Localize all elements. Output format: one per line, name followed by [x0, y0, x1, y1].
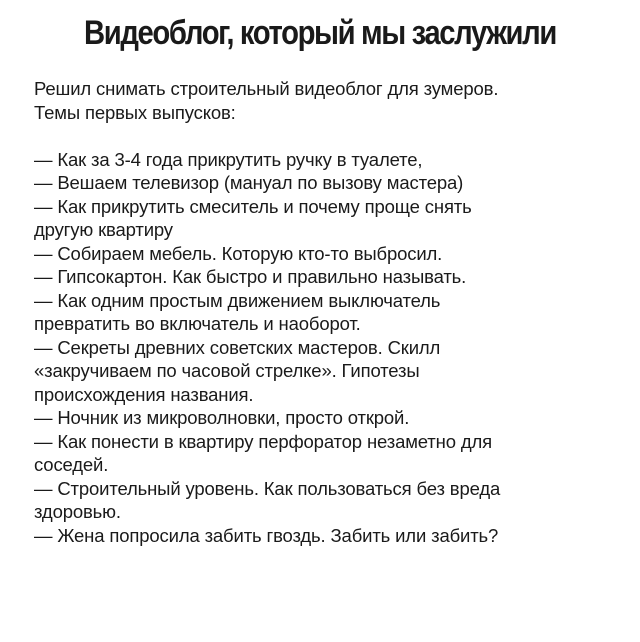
topic-line: превратить во включатель и наоборот.	[34, 313, 361, 334]
topic-line: другую квартиру	[34, 219, 173, 240]
topic-line: — Жена попросила забить гвоздь. Забить или забить?	[34, 524, 499, 546]
topic-line: — Секреты древних советских мастеров. Скилл	[34, 336, 441, 358]
topic-line: — Как за 3-4 года прикрутить ручку в туалете,	[34, 148, 423, 170]
topic-line: — Как одним простым движением выключатель	[34, 289, 441, 311]
topic-line: «закручиваем по часовой стрелке». Гипотезы	[34, 360, 420, 381]
post-body	[34, 77, 634, 547]
post-title: Видеоблог, который мы заслужили	[84, 14, 556, 52]
topic-line: — Ночник из микроволновки, просто открой.	[34, 407, 410, 428]
topic-line: — Строительный уровень. Как пользоваться без вреда	[34, 477, 501, 499]
topic-line: — Собираем мебель. Которую кто-то выбросил.	[34, 242, 443, 264]
paragraph-gap	[34, 124, 634, 148]
topic-line: происхождения названия.	[34, 383, 254, 405]
topic-line: здоровью.	[34, 501, 121, 522]
topic-line: соседей.	[34, 454, 109, 475]
intro-line: Темы первых выпусков:	[34, 101, 236, 123]
topics-list	[34, 148, 634, 548]
intro-line: Решил снимать строительный видеоблог для зумеров.	[34, 78, 499, 99]
topic-line: — Как прикрутить смеситель и почему проще снять	[34, 195, 472, 217]
intro-paragraph	[34, 77, 634, 124]
topic-line: — Как понести в квартиру перфоратор незаметно для	[34, 430, 492, 452]
topic-line: — Вешаем телевизор (мануал по вызову мастера)	[34, 172, 464, 193]
topic-line: — Гипсокартон. Как быстро и правильно называть.	[34, 266, 467, 287]
